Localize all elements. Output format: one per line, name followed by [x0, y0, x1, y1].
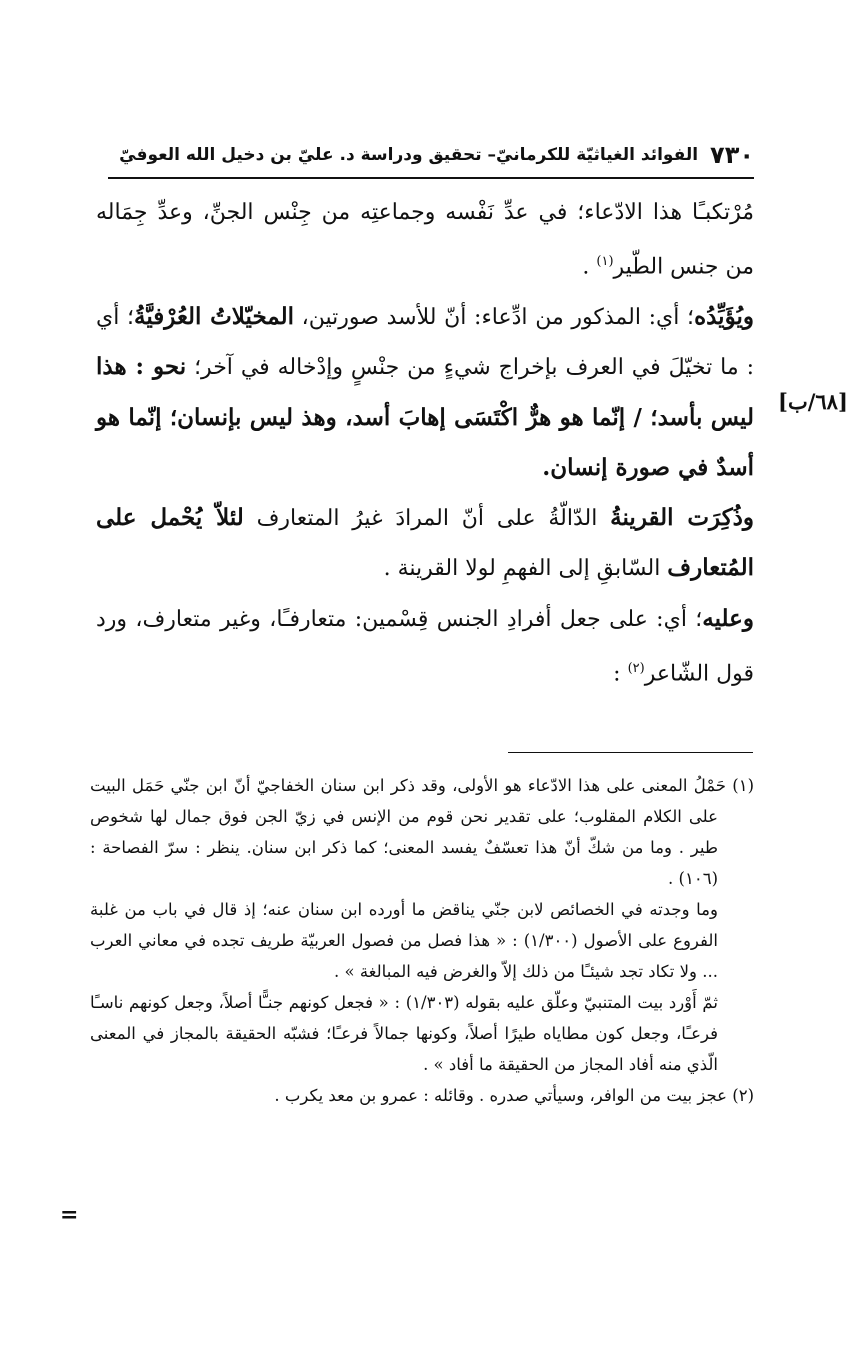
paragraph-2	[96, 292, 754, 493]
header-rule	[108, 177, 754, 179]
lemma-example: نحو : هذا ليس بأسد؛ / إنّما هو هرٌّ اكْتَسَى إهابَ أسد، وهذ ليس بإنسان؛ إنّما هو أسدٌ في صورة إنسان.	[96, 353, 754, 481]
paragraph-3-text-2: السّابقِ إلى الفهمِ لولا القرينة .	[383, 556, 668, 582]
lemma-lialla: لئلاّ يُحْمل على المُتعارف	[96, 504, 754, 582]
paragraph-4	[96, 594, 754, 699]
continuation-mark: =	[60, 1202, 79, 1228]
footnote-ref-1[interactable]: (١)	[596, 254, 614, 270]
footnote-1-cont-c: ثمّ أَوْرد بيت المتنبيّ وعلّق عليه بقوله (١/٣٠٣) : « فجعل كونهم جنـًّا أصلاً، وجعل كونهم ناسـًا فرعـًا، وجعل كون مطاياه طيرًا أصلاً، وكونها جمالاً فرعـًا؛ فشبّه الحقيقة بالمجاز في المعنى الّذي منه أفاد المجاز من الحقيقة ما أفاد » .	[90, 993, 719, 1074]
paragraph-2-text-1: ؛ أي: المذكور من ادِّعاء: أنّ للأسد صورتين،	[294, 304, 695, 330]
footnote-2	[90, 1080, 754, 1111]
footnote-ref-2[interactable]: (٢)	[627, 661, 645, 676]
footnote-2-text: عجز بيت من الوافر، وسيأتي صدره . وقائله : عمرو بن معد يكرب .	[274, 1086, 727, 1105]
paragraph-4-text: ؛ أي: على جعل أفرادِ الجنس قِسْمين: متعارفـًا، وغير متعارف، ورد قول الشّاعر	[96, 606, 754, 687]
paragraph-1-text: مُرْتكبـًا هذا الادّعاء؛ في عدِّ نَفْسه وجماعتِه من جِنْس الجنِّ، وعدِّ جِمَاله من جنس الطّير	[96, 200, 754, 280]
main-text	[96, 188, 754, 699]
paragraph-3	[96, 493, 754, 594]
header-title: الفوائد الغياثيّة للكرمانيّ– تحقيق ودراسة د. عليّ بن دخيل الله العوفيّ	[119, 145, 699, 165]
paragraph-2-text-2: ؛ أي : ما تخيّلَ في العرف بإخراج شيءٍ من جنْسٍ وإدْخاله في آخر؛	[96, 304, 754, 381]
footnote-1	[90, 770, 754, 894]
footnote-rule	[508, 752, 753, 753]
lemma-alayhi: وعليه	[702, 604, 754, 632]
footnote-1-text-a: حَمْلُ المعنى على هذا الادّعاء هو الأولى، وقد ذكر ابن سنان الخفاجيّ أنّ ابن جنّي حَمَل البيت على الكلام المقلوب؛ على تقدير نحن قوم من الإنس في زيّ الجن فوق جمال لها شخوص طير . وما من شكّ أنّ هذا تعسّفٌ يفسد المعنى؛ كما ذكر ابن سنان. ينظر : سرّ الفصاحة : (١٠٦) .	[90, 776, 726, 888]
paragraph-4-end: :	[613, 661, 628, 687]
manuscript-folio-marker: [٦٨/ب]	[778, 389, 848, 414]
paragraph-1	[96, 188, 754, 292]
footnote-2-number: (٢)	[732, 1086, 754, 1105]
footnote-1-number: (١)	[732, 776, 754, 795]
running-header	[108, 140, 754, 170]
footnote-1-cont-b: وما وجدته في الخصائص لابن جنّي يناقض ما أورده ابن سنان عنه؛ إذ قال في باب من غلبة الفروع على الأصول (١/٣٠٠) : « هذا فصل من فصول العربيّة طريف تجده في معاني العرب ... ولا تكاد تجد شيئـًا من ذلك إلاّ والغرض فيه المبالغة » .	[90, 900, 718, 981]
lemma-qarina: وذُكِرَت القرينةُ	[610, 504, 754, 532]
paragraph-1-end: .	[582, 254, 597, 280]
lemma-yuayyiduhu: ويُؤَيِّدُه	[694, 302, 754, 330]
lemma-mukhayyalat: المخيّلاتُ العُرْفيَّةُ	[134, 302, 294, 330]
footnotes	[90, 770, 754, 1111]
page-number: ٧٣٠	[710, 141, 754, 169]
paragraph-3-text-1: الدّالّةُ على أنّ المرادَ غيرُ المتعارف	[243, 506, 611, 532]
